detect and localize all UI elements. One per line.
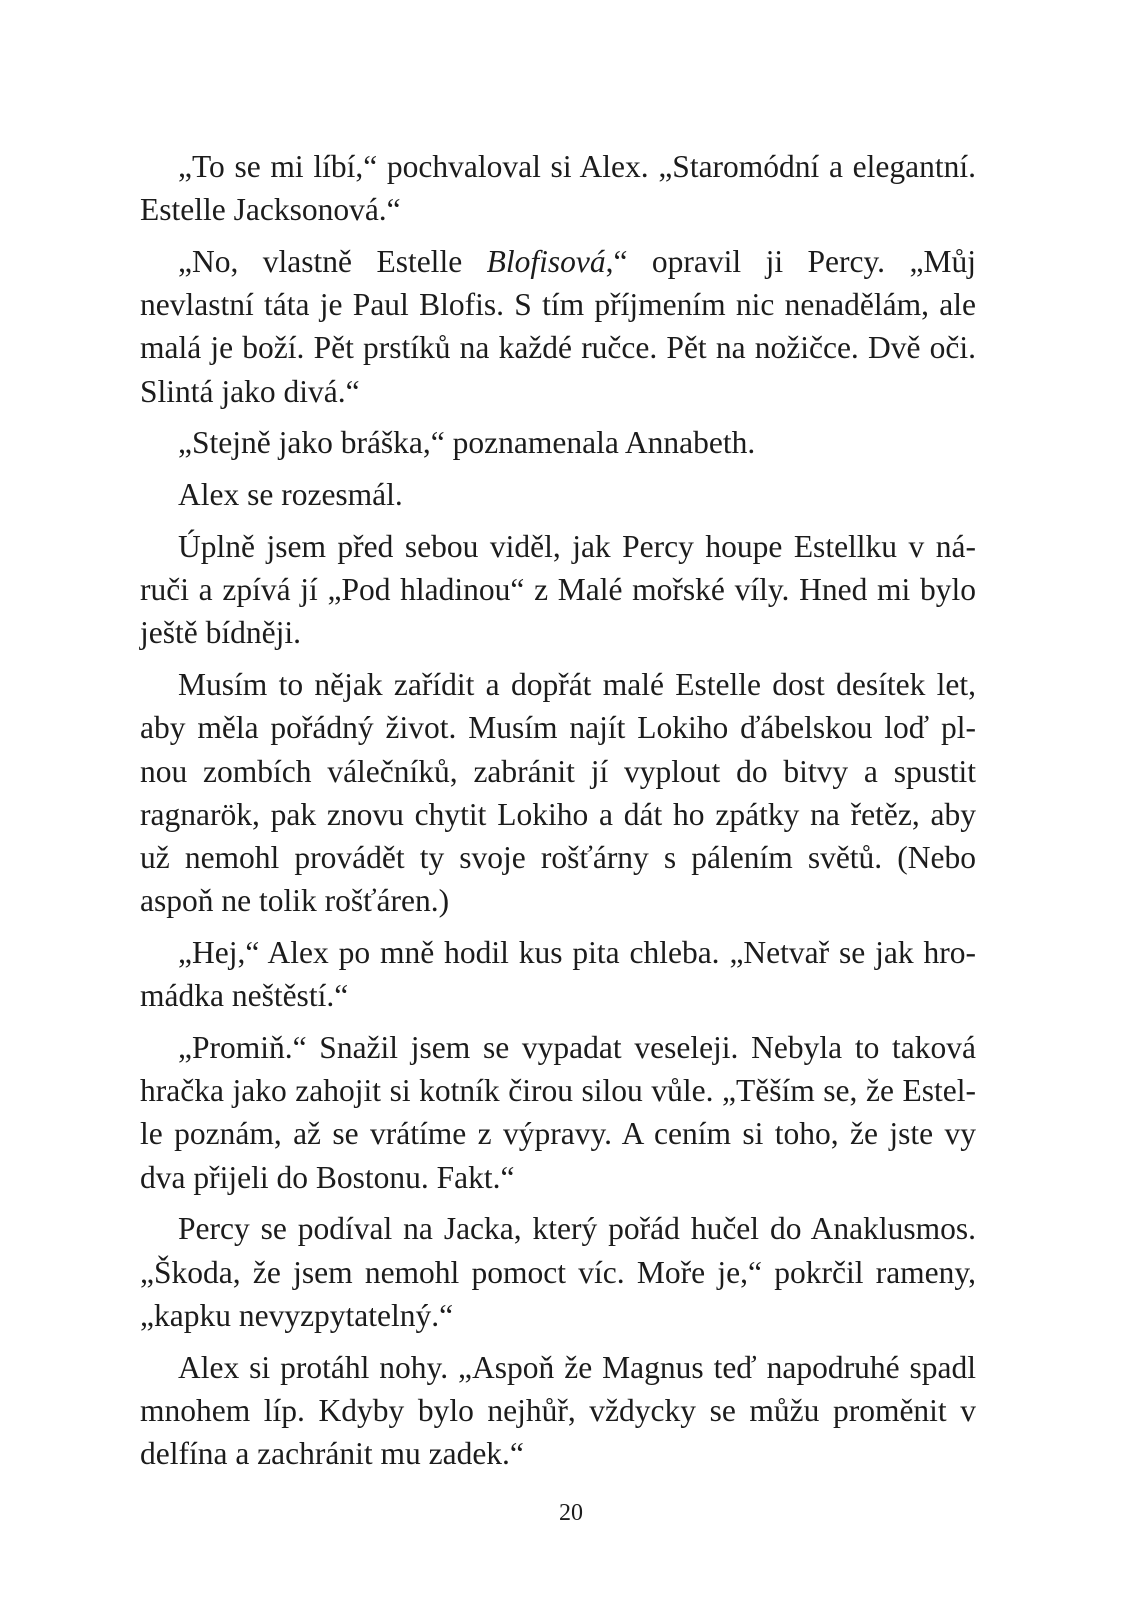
paragraph: „Promiň.“ Snažil jsem se vypadat veseleji. Nebyla to taková hračka jako zahojit si kotník čirou silou vůle. „Těším se, že Estelle poznám, až se vrátíme z výpravy. A cením si toho, že jste vy dva přijeli do Bostonu. Fakt.“ (140, 1030, 976, 1195)
paragraph: „Stejně jako bráška,“ poznamenala Annabeth. (178, 425, 756, 461)
body-text (140, 145, 976, 1484)
italic-name: Blofisová (486, 244, 606, 279)
paragraph: Úplně jsem před sebou viděl, jak Percy houpe Estellku v náruči a zpívá jí „Pod hladinou“ z Malé mořské víly. Hned mi bylo ještě bídněji. (140, 529, 976, 651)
paragraph: Musím to nějak zařídit a dopřát malé Estelle dost desítek let, aby měla pořádný život. Musím najít Lokiho ďábelskou loď plnou zombích válečníků, zabránit jí vyplout do bitvy a spustit ragnarök, pak znovu chytit Lokiho a dát ho zpátky na řetěz, aby už nemohl provádět ty svoje rošťárny s pálením světů. (Nebo aspoň ne tolik rošťáren.) (140, 667, 976, 919)
paragraph: „To se mi líbí,“ pochvaloval si Alex. „Staromódní a elegantní. Estelle Jacksonová.“ (140, 149, 976, 228)
paragraph: Alex se rozesmál. (178, 477, 403, 513)
paragraph: „Hej,“ Alex po mně hodil kus pita chleba. „Netvař se jak hromádka neštěstí.“ (140, 935, 976, 1014)
paragraph-text: ,“ opravil ji Percy. „Můj nevlastní táta je Paul Blofis. S tím příjmením nic nenadělám, ale malá je boží. Pět prstíků na každé ručce. Pět na nožičce. Dvě oči. Slintá jako divá.“ (140, 244, 976, 409)
paragraph: Percy se podíval na Jacka, který pořád hučel do Anaklusmos. „Škoda, že jsem nemohl pomoct víc. Moře je,“ pokrčil rameny, „kapku nevyzpytatelný.“ (140, 1211, 976, 1333)
paragraph-text: „No, vlastně Estelle (178, 244, 487, 279)
paragraph (140, 240, 976, 413)
paragraph: Alex si protáhl nohy. „Aspoň že Magnus teď napodruhé spadl mnohem líp. Kdyby bylo nejhůř, vždycky se můžu proměnit v delfína a zachránit mu zadek.“ (140, 1349, 976, 1472)
page-number: 20 (559, 1500, 583, 1526)
